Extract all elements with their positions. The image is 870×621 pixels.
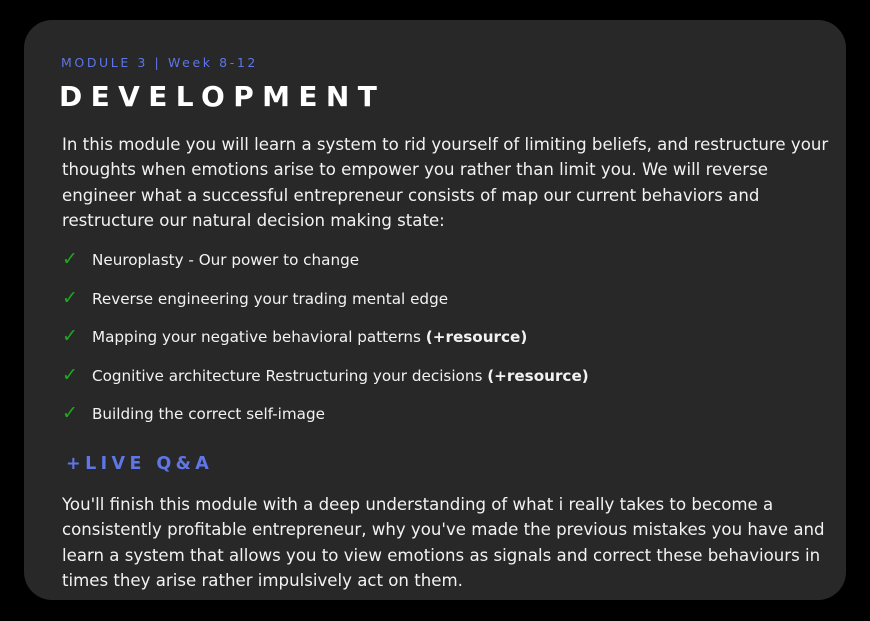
checkmark-icon: ✓: [62, 286, 78, 309]
checkmark-icon: ✓: [62, 363, 78, 386]
intro-paragraph: In this module you will learn a system to rid yourself of limiting beliefs, and restructure your thoughts when emotions arise to empower you rather than limit you. We will reverse engineer what a successful entrepreneur consists of map our current behaviors and restructure our natural decision making state:: [62, 135, 829, 230]
checkmark-icon: ✓: [62, 248, 78, 270]
checklist-item-label: Cognitive architecture Restructuring your decisions: [92, 366, 488, 385]
live-qa-heading: +LIVE Q&A: [66, 454, 214, 474]
checklist-item-label: Reverse engineering your trading mental edge: [92, 289, 449, 308]
resource-tag: (+resource): [487, 366, 589, 385]
checkmark-icon: ✓: [62, 402, 78, 424]
checklist-item-label: Mapping your negative behavioral patterns: [92, 328, 426, 346]
checklist-item-label: Building the correct self-image: [92, 405, 325, 423]
module-card: [24, 20, 846, 600]
outro-paragraph: You'll finish this module with a deep understanding of what i really takes to become a consistently profitable entrepreneur, why you've made the previous mistakes you have and learn a system that allows you to view emotions as signals and correct these behaviours in times they arise rather impulsively act on them.: [62, 495, 825, 590]
checkmark-icon: ✓: [62, 325, 78, 347]
resource-tag: (+resource): [425, 328, 528, 346]
module-kicker: MODULE 3 | Week 8-12: [61, 55, 258, 70]
module-title: DEVELOPMENT: [59, 80, 386, 113]
checklist-item-label: Neuroplasty - Our power to change: [92, 251, 360, 269]
